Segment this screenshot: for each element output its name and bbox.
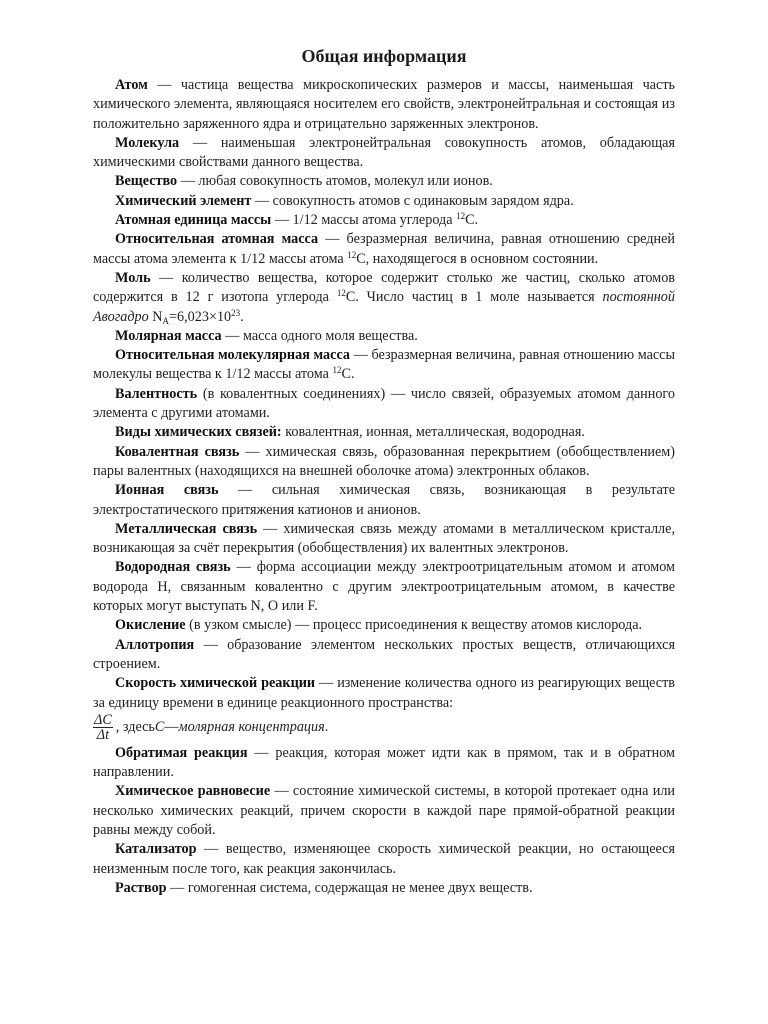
definition: — 1/12 массы атома углерода bbox=[271, 212, 457, 229]
definition: — образование элементом нескольких простых веществ, отличающихся строением. bbox=[93, 636, 675, 672]
entry-catalyst bbox=[93, 840, 675, 879]
term: Скорость химической реакции bbox=[115, 675, 316, 692]
term: Моль bbox=[115, 269, 151, 286]
definition: — любая совокупность атомов, молекул или ионов. bbox=[177, 173, 493, 190]
definition: — наименьшая электронейтральная совокупность атомов, обладающая химическими свойствами данного вещества. bbox=[93, 134, 675, 171]
entry-hydrogen-bond bbox=[93, 558, 675, 616]
isotope-superscript: 12 bbox=[456, 211, 466, 222]
formula-dash: — bbox=[164, 718, 179, 735]
isotope-superscript: 12 bbox=[332, 365, 342, 376]
definition: — масса одного моля вещества. bbox=[221, 327, 418, 344]
entry-atom bbox=[93, 76, 675, 134]
reaction-rate-formula bbox=[93, 713, 675, 742]
definition: — сильная химическая связь, возникающая в результате электростатического притяжения катионов и анионов. bbox=[93, 482, 675, 518]
definition-end: C, находящегося в основном состоянии. bbox=[356, 250, 599, 267]
definition: — безразмерная величина, равная отношению массы молекулы вещества к 1/12 массы атома bbox=[93, 347, 675, 383]
entry-atomic-mass-unit bbox=[93, 211, 675, 230]
definition: — частица вещества микроскопических размеров и массы, наименьшая часть химического элемента, являющаяся носителем его свойств, электронейтральная и состоящая из положительно заряженного ядра и отрицательно заряженных электронов. bbox=[93, 77, 675, 132]
entry-valence bbox=[93, 385, 675, 424]
entry-relative-atomic-mass bbox=[93, 230, 675, 269]
entry-substance bbox=[93, 172, 675, 191]
page-title: Общая информация bbox=[301, 46, 467, 66]
term: Окисление bbox=[115, 617, 186, 634]
term: Молекула bbox=[115, 134, 180, 151]
definition-end: C. bbox=[465, 212, 479, 229]
entry-allotropy bbox=[93, 636, 675, 675]
definition: (в узком смысле) — процесс присоединения к веществу атомов кислорода. bbox=[185, 617, 643, 634]
entry-ionic-bond bbox=[93, 481, 675, 520]
term: Ионная связь bbox=[115, 482, 219, 499]
term: Относительная молекулярная масса bbox=[115, 347, 351, 364]
term: Химическое равновесие bbox=[115, 783, 271, 800]
fraction bbox=[93, 713, 113, 742]
term: Металлическая связь bbox=[115, 520, 258, 537]
term: Относительная атомная масса bbox=[115, 231, 319, 248]
entry-solution bbox=[93, 879, 675, 898]
definition: (в ковалентных соединениях) — число связей, образуемых атомом данного элемента с другими атомами. bbox=[93, 385, 675, 422]
definition: — форма ассоциации между электроотрицательным атомом и атомом водорода H, связанным ковалентно с другим электроотрицательным атомом, в качестве которых могут выступать N, O или F. bbox=[93, 559, 675, 615]
isotope-superscript: 12 bbox=[336, 288, 346, 299]
term: Вещество bbox=[115, 173, 178, 190]
definition: — состояние химической системы, в которой протекает одна или несколько химических реакций, причем скорости в каждой паре прямой-обратной реакции равны между собой. bbox=[93, 783, 675, 838]
formula-variable-meaning: молярная концентрация bbox=[178, 718, 325, 735]
definition: — безразмерная величина, равная отношению средней массы атома элемента к 1/12 массы атома bbox=[93, 231, 675, 267]
entry-bond-types bbox=[93, 423, 675, 442]
definition-end: C. bbox=[341, 366, 355, 383]
term: Катализатор bbox=[115, 841, 197, 858]
entry-chemical-equilibrium bbox=[93, 782, 675, 840]
isotope-superscript: 12 bbox=[347, 249, 357, 260]
entry-molecule bbox=[93, 134, 675, 173]
term: Водородная связь bbox=[115, 559, 231, 576]
formula-end: . bbox=[324, 718, 329, 735]
term: Молярная масса bbox=[115, 327, 222, 344]
definition: — реакция, которая может идти как в прямом, так и в обратном направлении. bbox=[93, 744, 675, 781]
term: Раствор bbox=[115, 879, 167, 896]
formula-variable: C bbox=[154, 718, 165, 735]
term: Атом bbox=[115, 77, 148, 93]
definition: — гомогенная система, содержащая не менее двух веществ. bbox=[166, 879, 533, 896]
fraction-denominator: Δt bbox=[96, 726, 110, 743]
definition: — совокупность атомов с одинаковым зарядом ядра. bbox=[251, 192, 574, 209]
term: Обратимая реакция bbox=[115, 744, 248, 761]
entry-molar-mass bbox=[93, 327, 675, 346]
term: Химический элемент bbox=[115, 192, 252, 209]
definition: — количество вещества, которое содержит столько же частиц, сколько атомов содержится в 12 г изотопа углерода bbox=[93, 269, 675, 306]
definition: — изменение количества одного из реагирующих веществ за единицу времени в единице реакционного пространства: bbox=[93, 675, 675, 711]
entry-oxidation bbox=[93, 616, 675, 635]
definition-end: . bbox=[240, 308, 244, 325]
avogadro-symbol: N bbox=[148, 308, 163, 325]
exponent-superscript: 23 bbox=[231, 307, 241, 318]
document-page bbox=[93, 40, 675, 898]
definition: ковалентная, ионная, металлическая, водородная. bbox=[281, 424, 585, 441]
definition: — вещество, изменяющее скорость химической реакции, но остающееся неизменным после того, как реакция закончилась. bbox=[93, 841, 675, 877]
term: Виды химических связей: bbox=[115, 424, 282, 441]
avogadro-subscript: A bbox=[162, 315, 170, 326]
definition-part: C. Число частиц в 1 моле называется bbox=[345, 289, 603, 306]
avogadro-value: =6,023×10 bbox=[169, 308, 232, 325]
term: Ковалентная связь bbox=[115, 443, 240, 460]
entry-reaction-rate bbox=[93, 674, 675, 713]
term: Атомная единица массы bbox=[115, 212, 272, 229]
entry-mole bbox=[93, 269, 675, 327]
entry-reversible-reaction bbox=[93, 744, 675, 783]
term: Аллотропия bbox=[115, 636, 195, 653]
fraction-numerator: ΔC bbox=[94, 711, 112, 728]
term: Валентность bbox=[115, 385, 198, 402]
entry-relative-molecular-mass bbox=[93, 346, 675, 385]
definition: — химическая связь, образованная перекрытием (обобществлением) пары валентных (находящихся на внешней оболочке атома) электронных облаков. bbox=[93, 443, 675, 479]
entry-chemical-element bbox=[93, 192, 675, 211]
definition: — химическая связь между атомами в металлическом кристалле, возникающая за счёт перекрытия (обобществления) их валентных электронов. bbox=[93, 520, 675, 557]
entry-covalent-bond bbox=[93, 443, 675, 482]
entry-metallic-bond bbox=[93, 520, 675, 559]
formula-text: , здесь bbox=[115, 718, 155, 735]
avogadro-constant-name: постоянной Авогадро bbox=[93, 289, 675, 325]
